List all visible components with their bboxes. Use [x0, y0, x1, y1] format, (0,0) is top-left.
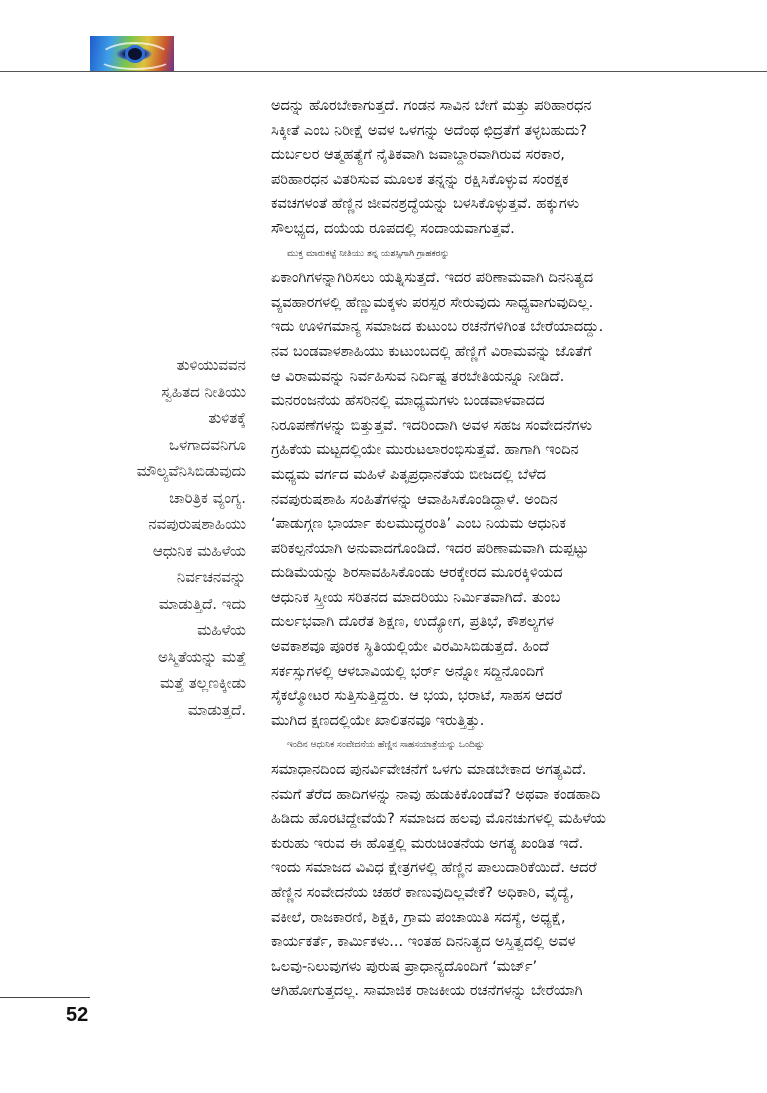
- body-line: ಸರ್ಕಸ್ಸುಗಳಲ್ಲಿ ಆಳಬಾವಿಯಲ್ಲಿ ಭರ್ರ್ ಅನ್ನೋ ಸದ್ದಿನೊಂದಿಗೆ: [271, 663, 544, 680]
- body-line: ಕವಚಗಳಂತೆ ಹೆಣ್ಣಿನ ಜೀವನಶ್ರದ್ಧೆಯನ್ನು ಬಳಸಿಕೊಳ್ಳುತ್ತವೆ. ಹಕ್ಕುಗಳು: [271, 196, 580, 213]
- body-line: ಕುರುಹು ಇರುವ ಈ ಹೊತ್ತಲ್ಲಿ ಮರುಚಿಂತನೆಯ ಅಗತ್ಯ ಖಂಡಿತ ಇದೆ.: [271, 835, 584, 852]
- body-line: ಕಾರ್ಯಕರ್ತೆ, ಕಾರ್ಮಿಕಳು... ಇಂತಹ ದಿನನಿತ್ಯದ ಅಸ್ತಿತ್ವದಲ್ಲಿ ಅವಳ: [271, 934, 576, 951]
- pull-quote-line: ಮಾಡುತ್ತಿದೆ. ಇದು: [158, 594, 246, 613]
- body-line: ವಕೀಲೆ, ರಾಜಕಾರಣಿ, ಶಿಕ್ಷಕಿ, ಗ್ರಾಮ ಪಂಚಾಯಿತಿ ಸದಸ್ಯೆ, ಅಧ್ಯಕ್ಷೆ,: [271, 909, 566, 926]
- body-line: ಪರಿಹಾರಧನ ವಿತರಿಸುವ ಮೂಲಕ ತನ್ನನ್ನು ರಕ್ಷಿಸಿಕೊಳ್ಳುವ ಸಂರಕ್ಷಕ: [271, 171, 569, 188]
- body-line: ಒಲವು-ನಿಲುವುಗಳು ಪುರುಷ ಪ್ರಾಧಾನ್ಯದೊಂದಿಗೆ ‘ಮರ್ಜ್’: [271, 958, 538, 975]
- body-line: ಗ್ರಹಿಕೆಯ ಮಟ್ಟದಲ್ಲಿಯೇ ಮುರುಟಲಾರಂಭಿಸುತ್ತವೆ. ಹಾಗಾಗಿ ಇಂದಿನ: [271, 442, 579, 459]
- body-line: ಅದನ್ನು ಹೊರಬೇಕಾಗುತ್ತದೆ. ಗಂಡನ ಸಾವಿನ ಬೇಗೆ ಮತ್ತು ಪರಿಹಾರಧನ: [271, 98, 592, 114]
- pull-quote-line: ಮತ್ತೆ ತಲ್ಲಣಕ್ಕೀಡು: [159, 674, 246, 692]
- pull-quote-line: ಮಾಡುತ್ತದೆ.: [187, 700, 246, 719]
- pull-quote-line: ಒಳಗಾದವನಿಗೂ: [169, 435, 246, 454]
- body-line: ಮುಗಿದ ಕ್ಷಣದಲ್ಲಿಯೇ ಖಾಲಿತನವೂ ಇರುತ್ತಿತ್ತು.: [271, 712, 485, 729]
- body-line: ಆಗಿಹೋಗುತ್ತದಲ್ಲ. ಸಾಮಾಜಿಕ ರಾಜಕೀಯ ರಚನೆಗಳನ್ನು ಬೇರೆಯಾಗಿ: [271, 983, 583, 1000]
- body-line: ಮನರಂಜನೆಯ ಹೆಸರಿನಲ್ಲಿ ಮಾಧ್ಯಮಗಳು ಬಂಡವಾಳವಾದದ: [271, 393, 545, 410]
- body-line: ಇದು ಊಳಿಗಮಾನ್ಯ ಸಮಾಜದ ಕುಟುಂಬ ರಚನೆಗಳಿಗಿಂತ ಬೇರೆಯಾದದ್ದು.: [271, 319, 604, 336]
- pull-quote-line: ಸ್ವಹಿತದ ನೀತಿಯು: [161, 382, 246, 401]
- article-body: [271, 94, 703, 1004]
- pull-quote: [76, 352, 246, 723]
- pull-quote-line: ಆಧುನಿಕ ಮಹಿಳೆಯ: [152, 541, 246, 560]
- body-line: ಆ ವಿರಾಮವನ್ನು ನಿರ್ವಹಿಸುವ ನಿರ್ದಿಷ್ಟ ತರಬೇತಿಯನ್ನೂ ನೀಡಿದೆ.: [271, 368, 565, 385]
- body-line: ಹೆಣ್ಣಿನ ಸಂವೇದನೆಯ ಚಹರೆ ಕಾಣುವುದಿಲ್ಲವೇಕೆ? ಅಧಿಕಾರಿ, ವೈದ್ಯೆ,: [271, 885, 574, 901]
- pull-quote-line: ಅಸ್ಮಿತೆಯನ್ನು ಮತ್ತೆ: [157, 647, 246, 666]
- page-number: 52: [66, 1004, 89, 1026]
- body-line: ಸೈಕಲ್ಮೋಟರ ಸುತ್ತಿಸುತ್ತಿದ್ದರು. ಆ ಭಯ, ಭರಾಟೆ, ಸಾಹಸ ಆದರೆ: [271, 688, 563, 705]
- body-line: ಸೌಲಭ್ಯದ, ದಯೆಯ ರೂಪದಲ್ಲಿ ಸಂದಾಯವಾಗುತ್ತವೆ.: [271, 220, 515, 237]
- footer-divider: [0, 997, 90, 998]
- body-line: ಸಿಕ್ಕೀತೆ ಎಂಬ ನಿರೀಕ್ಷೆ ಅವಳ ಒಳಗನ್ನು ಅದೆಂಥ ಛಿದ್ರತೆಗೆ ತಳ್ಳಬಹುದು?: [271, 122, 587, 139]
- header-divider: [0, 71, 767, 72]
- pull-quote-line: ತುಳಿಯುವವನ: [176, 356, 246, 374]
- body-line: ಇಂದು ಸಮಾಜದ ವಿವಿಧ ಕ್ಷೇತ್ರಗಳಲ್ಲಿ ಹೆಣ್ಣಿನ ಪಾಲುದಾರಿಕೆಯಿದೆ. ಆದರೆ: [271, 860, 597, 877]
- body-line: ಆಧುನಿಕ ಸ್ತ್ರೀಯ ಸರಿತನದ ಮಾದರಿಯು ನಿರ್ಮಿತವಾಗಿದೆ. ತುಂಬ: [271, 589, 561, 606]
- pull-quote-line: ಮಹಿಳೆಯ: [197, 621, 246, 639]
- body-line: ಪರಿಕಲ್ಪನೆಯಾಗಿ ಅನುವಾದಗೊಂಡಿದೆ. ಇದರ ಪರಿಣಾಮವಾಗಿ ದುಪ್ಪಟ್ಟು: [271, 540, 589, 557]
- body-line: ವ್ಯವಹಾರಗಳಲ್ಲಿ ಹೆಣ್ಣುಮಕ್ಕಳು ಪರಸ್ಪರ ಸೇರುವುದು ಸಾಧ್ಯವಾಗುವುದಿಲ್ಲ.: [271, 294, 594, 311]
- body-line: ಸಮಾಧಾನದಿಂದ ಪುನರ್ವಿವೇಚನೆಗೆ ಒಳಗು ಮಾಡಬೇಕಾದ ಅಗತ್ಯವಿದೆ.: [271, 762, 587, 779]
- body-line: ನವಪುರುಷಶಾಹಿ ಸಂಹಿತೆಗಳನ್ನು ಆವಾಹಿಸಿಕೊಂಡಿದ್ದಾಳೆ. ಅಂದಿನ: [271, 491, 558, 508]
- body-line: ಮಧ್ಯಮ ವರ್ಗದ ಮಹಿಳೆ ಪಿತೃಪ್ರಧಾನತೆಯ ಬೀಜದಲ್ಲಿ ಬೆಳೆದ: [271, 466, 547, 483]
- pull-quote-line: ನಿರ್ವಚನವನ್ನು: [176, 568, 246, 586]
- body-line: ನವ ಬಂಡವಾಳಶಾಹಿಯು ಕುಟುಂಬದಲ್ಲಿ ಹೆಣ್ಣಿಗೆ ವಿರಾಮವನ್ನು ಜೊತೆಗೆ: [271, 343, 592, 360]
- body-line: ದುರ್ಲಭವಾಗಿ ದೊರೆತ ಶಿಕ್ಷಣ, ಉದ್ಯೋಗ, ಪ್ರತಿಭೆ, ಕೌಶಲ್ಯಗಳ: [271, 614, 554, 631]
- body-line: ನಿರೂಪಣೆಗಳನ್ನು ಬಿತ್ತುತ್ತವೆ. ಇದರಿಂದಾಗಿ ಅವಳ ಸಹಜ ಸಂವೇದನೆಗಳು: [271, 417, 592, 434]
- body-line: ‘ಪಾಡುಗ್ಗಣ ಭಾರ್ಯಾ ಕುಲಮುದ್ಧರಂತಿ’ ಎಂಬ ನಿಯಮ ಆಧುನಿಕ: [271, 516, 566, 533]
- pull-quote-line: ತುಳಿತಕ್ಕೆ: [208, 409, 246, 427]
- pull-quote-line: ಮೌಲ್ಯವೆನಿಸಿಬಿಡುವುದು: [136, 462, 246, 480]
- magazine-eye-logo: [90, 36, 174, 72]
- pull-quote-line: ನವಪುರುಷಶಾಹಿಯು: [148, 515, 246, 533]
- body-line: ಇಂದಿನ ಆಧುನಿಕ ಸಂವೇದನೆಯ ಹೆಣ್ಣಿನ ಸಾಹಸಯಾತ್ರೆಯನ್ನು ಒಂದಿಷ್ಟು: [287, 740, 485, 751]
- body-line: ಅವಕಾಶವೂ ಪೂರಕ ಸ್ಥಿತಿಯಲ್ಲಿಯೇ ವಿರಮಿಸಿಬಿಡುತ್ತದೆ. ಹಿಂದೆ: [271, 639, 549, 656]
- body-line: ಮುಕ್ತ ಮಾರುಕಟ್ಟೆ ನೀತಿಯು ತನ್ನ ಯಶಸ್ಸಿಗಾಗಿ ಗ್ರಾಹಕರನ್ನು: [287, 248, 450, 259]
- body-line: ದುಡಿಮೆಯನ್ನು ಶಿರಸಾವಹಿಸಿಕೊಂಡು ಆರಕ್ಕೇರದ ಮೂರಕ್ಕಿಳಿಯದ: [271, 565, 563, 582]
- body-line: ಹಿಡಿದು ಹೊರಟಿದ್ದೇವೆಯೆ? ಸಮಾಜದ ಹಲವು ಮೊನಚುಗಳಲ್ಲಿ ಮಹಿಳೆಯ: [271, 811, 606, 828]
- body-line: ದುರ್ಬಲರ ಆತ್ಮಹತ್ಯೆಗೆ ನೈತಿಕವಾಗಿ ಜವಾಬ್ದಾರವಾಗಿರುವ ಸರಕಾರ,: [271, 147, 565, 164]
- pull-quote-line: ಚಾರಿತ್ರಿಕ ವ್ಯಂಗ್ಯ.: [169, 488, 246, 507]
- body-line: ನಮಗೆ ತೆರೆದ ಹಾದಿಗಳನ್ನು ನಾವು ಹುಡುಕಿಕೊಂಡೆವೆ? ಅಥವಾ ಕಂಡಹಾದಿ: [271, 786, 601, 803]
- body-line: ಏಕಾಂಗಿಗಳನ್ನಾಗಿರಿಸಲು ಯತ್ನಿಸುತ್ತದೆ. ಇದರ ಪರಿಣಾಮವಾಗಿ ದಿನನಿತ್ಯದ: [271, 270, 594, 287]
